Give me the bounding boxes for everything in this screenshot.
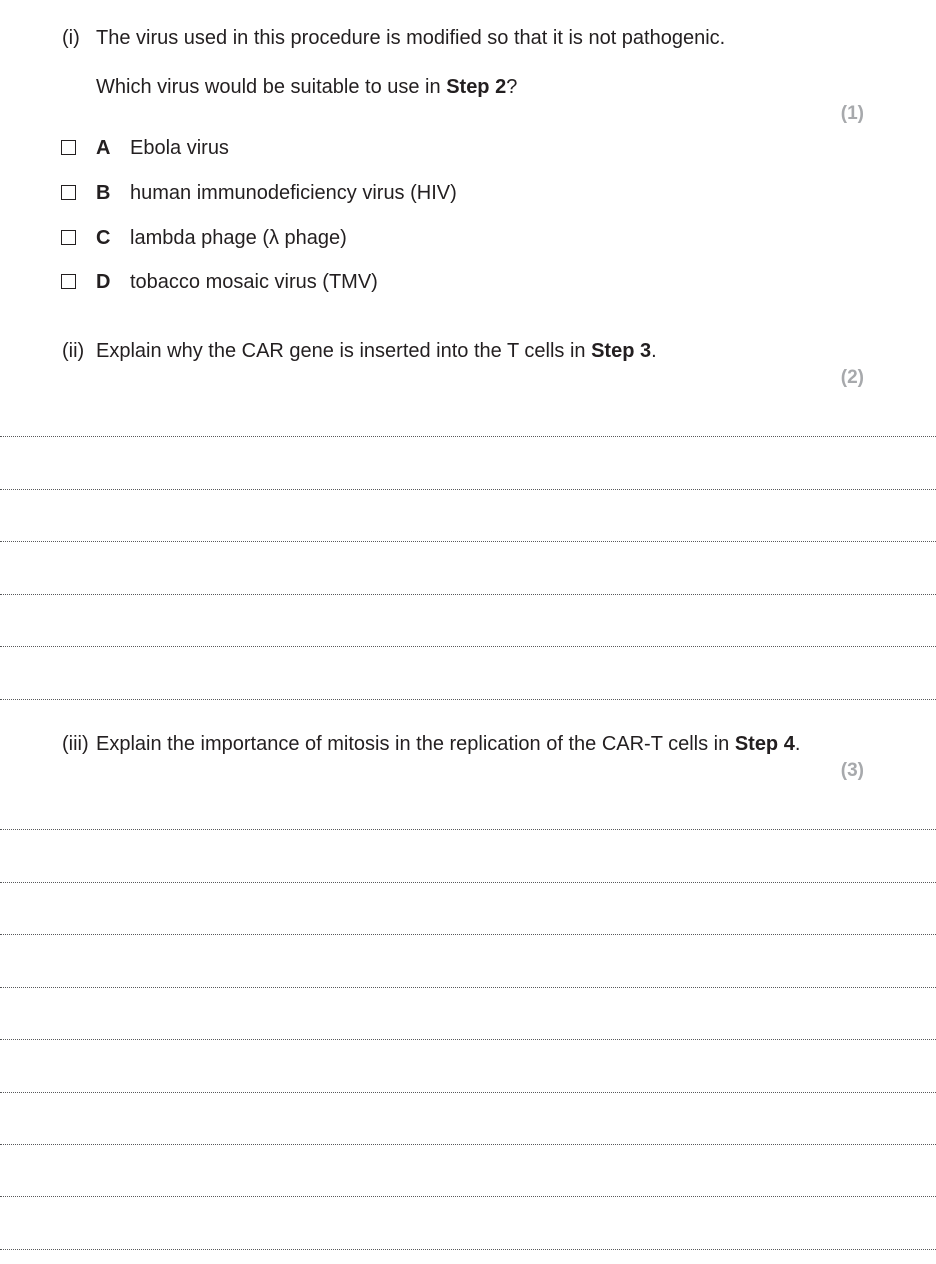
part-i-question	[96, 76, 517, 99]
part-ii-question	[96, 340, 657, 363]
answer-line-iii-3[interactable]	[0, 934, 936, 935]
option-c-checkbox[interactable]	[61, 230, 76, 245]
part-ii-question-end: .	[651, 340, 657, 362]
part-ii-question-step: Step 3	[591, 340, 652, 362]
part-iii-question-end: .	[794, 733, 801, 755]
part-i-marks: (1)	[840, 103, 864, 124]
answer-line-iii-8[interactable]	[0, 1196, 936, 1197]
answer-line-iii-6[interactable]	[0, 1092, 936, 1093]
option-a-text: Ebola virus	[130, 137, 229, 159]
option-c-text: lambda phage (λ phage)	[130, 227, 347, 249]
option-c-letter: C	[96, 227, 111, 249]
answer-line-iii-2[interactable]	[0, 882, 936, 883]
part-iii-label: (iii)	[62, 733, 89, 755]
answer-line-ii-4[interactable]	[0, 594, 936, 595]
part-iii-question	[96, 733, 800, 756]
answer-line-iii-4[interactable]	[0, 987, 936, 988]
option-d-letter: D	[96, 271, 111, 293]
option-a-letter: A	[96, 137, 111, 159]
option-b-letter: B	[96, 182, 111, 204]
answer-line-iii-5[interactable]	[0, 1039, 936, 1040]
answer-line-ii-5[interactable]	[0, 646, 936, 647]
part-i-label: (i)	[62, 27, 80, 49]
part-i-question-step: Step 2	[446, 76, 507, 98]
option-d-text: tobacco mosaic virus (TMV)	[130, 271, 378, 293]
answer-line-ii-6[interactable]	[0, 699, 936, 700]
part-iii-question-step: Step 4	[734, 733, 795, 755]
answer-line-iii-7[interactable]	[0, 1144, 936, 1145]
option-b-text: human immunodeficiency virus (HIV)	[130, 182, 457, 204]
answer-line-iii-9[interactable]	[0, 1249, 936, 1250]
part-ii-label: (ii)	[62, 340, 85, 362]
option-a-checkbox[interactable]	[61, 140, 76, 155]
part-ii-question-text: Explain why the CAR gene is inserted into the T cells in	[96, 340, 592, 362]
part-iii-question-text: Explain the importance of mitosis in the replication of the CAR-T cells in	[96, 733, 735, 755]
answer-line-ii-3[interactable]	[0, 541, 936, 542]
answer-line-iii-1[interactable]	[0, 829, 936, 830]
part-i-question-end: ?	[506, 76, 518, 98]
option-d-checkbox[interactable]	[61, 274, 76, 289]
answer-line-ii-2[interactable]	[0, 489, 936, 490]
part-iii-marks: (3)	[840, 760, 864, 781]
answer-line-ii-1[interactable]	[0, 436, 936, 437]
part-i-question-text: Which virus would be suitable to use in	[96, 76, 447, 98]
part-ii-marks: (2)	[840, 367, 864, 388]
option-b-checkbox[interactable]	[61, 185, 76, 200]
part-i-statement: The virus used in this procedure is modified so that it is not pathogenic.	[96, 27, 726, 49]
